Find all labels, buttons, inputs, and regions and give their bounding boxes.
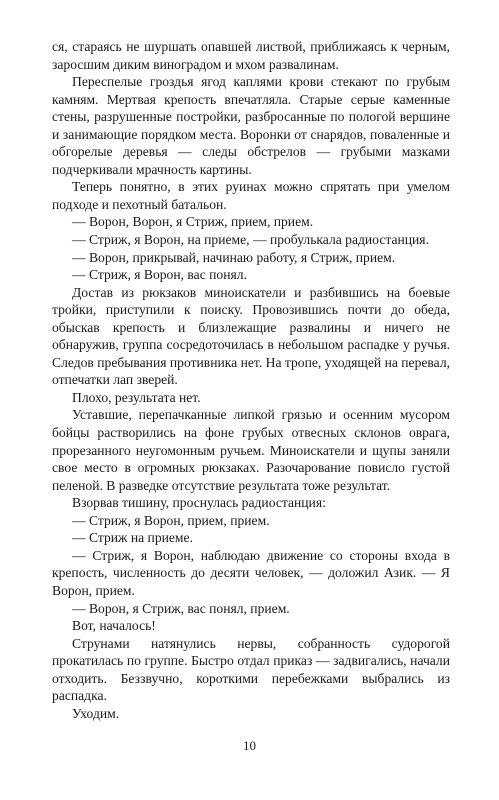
- paragraph: Взорвав тишину, проснулась радиостанция:: [72, 495, 326, 511]
- paragraph: Струнами натянулись нервы, собранность судорогой прокатилась по группе. Быстро отдал приказ — задвигались, начали отходить. Беззвучно, короткими перебежками выбрались из распадка.: [52, 635, 450, 704]
- paragraph: ся, стараясь не шуршать опавшей листвой, приближаясь к черным, заросшим диким виноградом и мхом развалинам.: [52, 39, 450, 72]
- dialogue-line: — Стриж, я Ворон, на приеме, — пробулькала радиостанция.: [72, 232, 429, 248]
- paragraph: Вот, началось!: [72, 618, 156, 634]
- paragraph: Уставшие, перепачканные липкой грязью и осенним мусором бойцы растворились на фоне грубых отвесных склонов оврага, прорезанного неугомонным ручьем. Миноискатели и щупы заняли свое место в огромных рюкзаках. Разочарование повисло густой пеленой. В разведке отсутствие результата тоже результат.: [52, 407, 450, 493]
- paragraph: Уходим.: [72, 705, 120, 721]
- body-text: [52, 38, 450, 722]
- page-number: 10: [243, 738, 256, 753]
- dialogue-line: — Ворон, прикрывай, начинаю работу, я Стриж, прием.: [72, 249, 396, 265]
- dialogue-line: — Стриж на приеме.: [72, 530, 193, 546]
- paragraph: Теперь понятно, в этих руинах можно спрятать при умелом подходе и пехотный батальон.: [52, 179, 450, 212]
- dialogue-line: — Ворон, Ворон, я Стриж, прием, прием.: [72, 214, 314, 230]
- paragraph: Переспелые гроздья ягод каплями крови стекают по грубым камням. Мертвая крепость впечатляла. Старые серые каменные стены, разрушенные постройки, разбросанные по пологой вершине и занимающие порядком места. Воронки от снарядов, поваленные и обгорелые деревья — следы обстрелов — грубыми мазками подчеркивали мрачность картины.: [52, 74, 450, 177]
- dialogue-line: — Стриж, я Ворон, наблюдаю движение со стороны входа в крепость, численность до десяти человек, — доложил Азик. — Я Ворон, прием.: [52, 547, 450, 598]
- dialogue-line: — Стриж, я Ворон, прием, прием.: [72, 512, 270, 528]
- dialogue-line: — Стриж, я Ворон, вас понял.: [72, 267, 247, 283]
- paragraph: Плохо, результата нет.: [72, 389, 201, 405]
- dialogue-line: — Ворон, я Стриж, вас понял, прием.: [72, 600, 290, 616]
- paragraph: Достав из рюкзаков миноискатели и разбившись на боевые тройки, приступили к поиску. Провозившись почти до обеда, обыскав крепость и близлежащие развалины и ничего не обнаружив, группа сосредоточилась в небольшом распадке у ручья. Следов пребывания противника нет. На тропе, уходящей на перевал, отпечатки лап зверей.: [52, 284, 450, 388]
